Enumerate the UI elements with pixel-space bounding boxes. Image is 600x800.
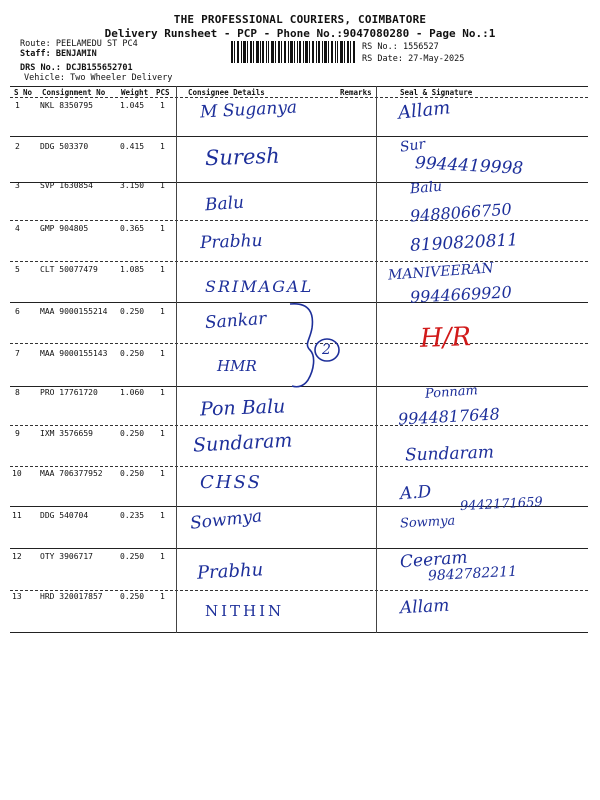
row-sno: 8 [15,388,20,397]
handwritten-signature: Sur [399,136,427,156]
route-value: PEELAMEDU ST PC4 [55,39,138,49]
barcode [231,41,355,63]
handwritten-phone: 9944817648 [397,404,501,429]
handwritten-consignee: SRIMAGAL [205,277,314,296]
row-pcs: 1 [160,142,165,151]
rs-no-line [362,42,439,52]
drs-line [20,63,133,73]
handwritten-phone: 9442171659 [459,494,544,515]
row-consignment: SVP 1630854 [40,181,93,190]
handwritten-signature: Sowmya [399,513,456,532]
row-sno: 3 [15,181,20,190]
bracket-mark [288,300,348,392]
handwritten-phone: 9944419998 [414,153,524,179]
handwritten-signature: Ceeram [399,547,469,573]
row-pcs: 1 [160,388,165,397]
row-sno: 5 [15,265,20,274]
row-sno: 1 [15,101,20,110]
row-pcs: 1 [160,429,165,438]
hold-return-mark: H/R [419,322,472,354]
row-pcs: 1 [160,592,165,601]
col-weight: Weight [121,88,149,97]
row-consignment: MAA 9000155214 [40,307,108,316]
company-name: THE PROFESSIONAL COURIERS, COIMBATORE [173,13,427,26]
staff-line [20,49,97,59]
row-pcs: 1 [160,101,165,110]
row-weight: 0.250 [120,429,145,438]
row-weight: 1.060 [120,388,145,397]
row-weight: 0.235 [120,511,145,520]
rs-no-value: 1556527 [402,42,439,52]
row-weight: 0.415 [120,142,145,151]
handwritten-signature: A.D [399,481,432,505]
row-weight: 0.250 [120,349,145,358]
row-pcs: 1 [160,469,165,478]
handwritten-consignee: HMR [217,357,257,375]
row-sno: 12 [12,552,22,561]
staff-value: BENJAMIN [55,49,97,59]
handwritten-consignee: Suresh [204,143,281,171]
drs-label: DRS No.: [20,63,61,73]
col-consignee: Consignee Details [188,88,265,97]
handwritten-signature: Allam [399,595,450,619]
handwritten-signature: Ponnam [424,383,479,402]
row-consignment: HRD 320017857 [40,592,103,601]
handwritten-signature: MANIVEERAN [387,260,495,284]
row-consignment: MAA 706377952 [40,469,103,478]
vehicle-label: Vehicle: [24,73,65,83]
row-weight: 0.250 [120,307,145,316]
handwritten-signature: Allam [397,97,452,124]
row-sno: 13 [12,592,22,601]
row-weight: 1.045 [120,101,145,110]
row-pcs: 1 [160,181,165,190]
vehicle-line [24,73,172,83]
row-weight: 0.365 [120,224,145,233]
handwritten-phone: 8190820811 [409,230,519,256]
handwritten-consignee: Pon Balu [199,395,286,421]
handwritten-signature: Sundaram [404,442,495,466]
handwritten-consignee: Sundaram [192,429,293,457]
drs-value: DCJB155652701 [66,63,133,73]
row-consignment: GMP 904805 [40,224,89,233]
rs-date-label: RS Date: [362,54,403,64]
handwritten-phone: 9488066750 [409,199,513,226]
row-consignment: DDG 503370 [40,142,89,151]
row-weight: 0.250 [120,552,145,561]
col-remarks: Remarks [340,88,372,97]
vehicle-value: Two Wheeler Delivery [70,73,173,83]
handwritten-consignee: Sankar [204,308,267,334]
row-pcs: 1 [160,307,165,316]
handwritten-consignee: Prabhu [199,230,263,254]
rs-no-label: RS No.: [362,42,398,52]
row-sno: 7 [15,349,20,358]
handwritten-consignee: Prabhu [196,559,264,584]
route-label: Route: [20,39,51,49]
row-sno: 11 [12,511,22,520]
group-count-mark: 2 [322,342,331,358]
col-sno: S No [14,88,33,97]
row-consignment: NKL 8350795 [40,101,93,110]
row-consignment: OTY 3906717 [40,552,93,561]
row-weight: 0.250 [120,469,145,478]
col-seal-signature: Seal & Signature [400,88,473,97]
handwritten-signature: Balu [409,178,443,198]
staff-label: Staff: [20,49,51,59]
col-pcs: PCS [156,88,170,97]
handwritten-phone: 9944669920 [409,282,513,307]
row-sno: 10 [12,469,22,478]
handwritten-consignee: CHSS [200,472,262,493]
row-pcs: 1 [160,224,165,233]
route-line [20,39,138,49]
handwritten-consignee: Balu [204,192,245,216]
row-sno: 6 [15,307,20,316]
handwritten-consignee: Sowmya [189,506,264,534]
row-pcs: 1 [160,349,165,358]
row-sno: 2 [15,142,20,151]
handwritten-consignee: NITHIN [205,602,285,620]
row-pcs: 1 [160,511,165,520]
row-consignment: PRO 17761720 [40,388,98,397]
rs-date-line [362,54,464,64]
handwritten-consignee: M Suganya [199,97,298,123]
row-consignment: MAA 9000155143 [40,349,108,358]
row-pcs: 1 [160,265,165,274]
row-weight: 3.150 [120,181,145,190]
row-sno: 4 [15,224,20,233]
row-sno: 9 [15,429,20,438]
row-consignment: IXM 3576659 [40,429,93,438]
runsheet-title: Delivery Runsheet - PCP - Phone No.:9047080280 - Page No.:1 [104,27,496,40]
rs-date-value: 27-May-2025 [408,54,465,64]
row-consignment: DDG 540704 [40,511,89,520]
row-weight: 0.250 [120,592,145,601]
row-weight: 1.085 [120,265,145,274]
handwritten-phone: 9842782211 [427,563,518,585]
row-pcs: 1 [160,552,165,561]
row-consignment: CLT 50077479 [40,265,98,274]
col-consignment: Consignment No [42,88,106,97]
